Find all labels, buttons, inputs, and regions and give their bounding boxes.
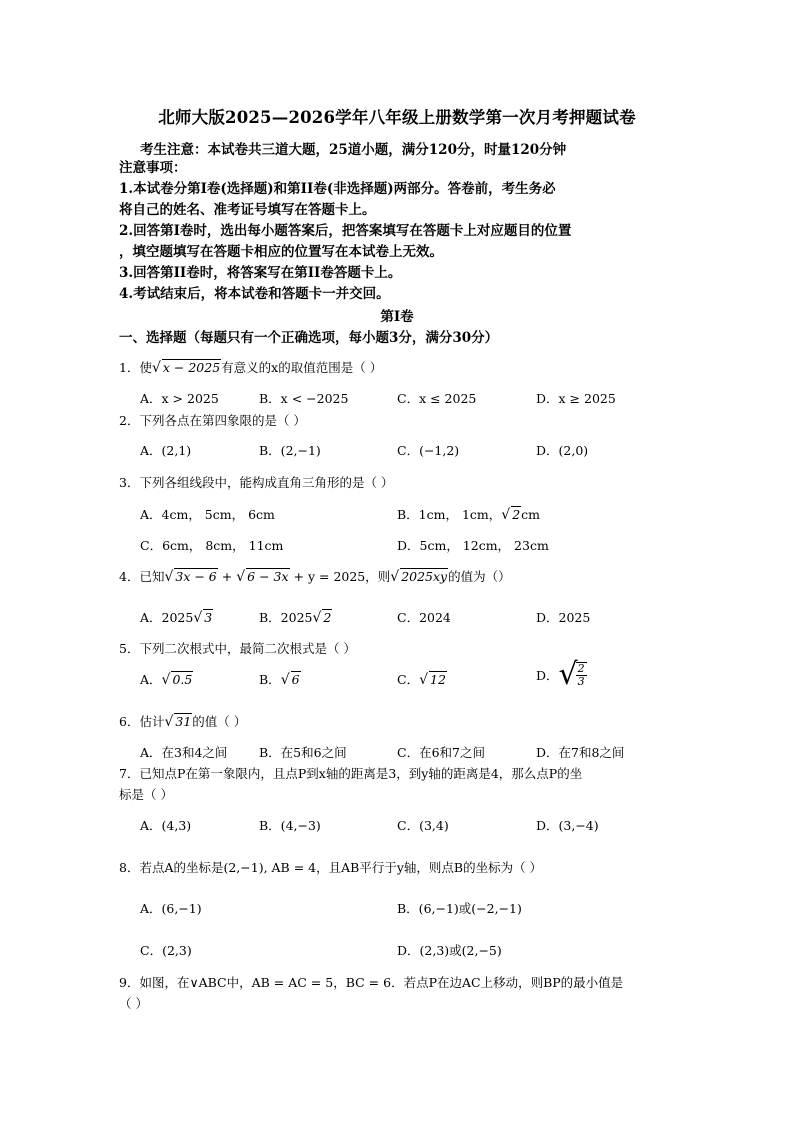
q3-option-d: D．5cm， 12cm， 23cm (397, 538, 549, 553)
instructions-heading: 注意事项： (119, 160, 187, 176)
q5-option-a-rad: 0.5 (172, 672, 193, 687)
q6-option-a: A．在3和4之间 (140, 745, 228, 760)
question-7-line-2: 标是（ ） (119, 787, 173, 802)
instruction-line: 3.回答第II卷时，将答案写在第II卷答题卡上。 (119, 265, 402, 281)
q4-option-a-rad: 3 (204, 610, 213, 625)
q5-option-b-label: B． (259, 672, 281, 687)
q4-suffix: 的值为（） (448, 569, 511, 584)
q4-option-c: C．2024 (397, 610, 451, 625)
q2-option-c: C．(−1,2) (397, 443, 460, 458)
radical-sign: √ (161, 672, 171, 688)
instruction-line: ，填空题填写在答题卡相应的位置写在本试卷上无效。 (119, 244, 443, 260)
q4-plus: + (221, 569, 233, 584)
q3-option-b-text: B．1cm， 1cm， (397, 507, 502, 522)
q3-option-c: C．6cm， 8cm， 11cm (140, 538, 284, 553)
radical-sign: √ (501, 507, 511, 523)
question-5: 5．下列二次根式中，最简二次根式是（ ） (119, 641, 356, 656)
q8-option-b: B．(6,−1)或(−2,−1) (397, 901, 522, 916)
question-9-line-2: （ ） (119, 996, 148, 1011)
question-3: 3．下列各组线段中，能构成直角三角形的是（ ） (119, 475, 394, 490)
q4-option-d: D．2025 (536, 610, 591, 625)
instructions-block (119, 158, 679, 305)
exam-title: 北师大版2025—2026学年八年级上册数学第一次月考押题试卷 (158, 108, 636, 127)
radical-sign: √ (312, 610, 322, 626)
instruction-line: 将自己的姓名、准考证号填写在答题卡上。 (119, 202, 376, 218)
q4-radicand-2: 6 − 3x (247, 569, 289, 584)
q8-option-d: D．(2,3)或(2,−5) (397, 943, 502, 958)
q2-option-d: D．(2,0) (536, 443, 589, 458)
q5-option-c-rad: 12 (430, 672, 446, 687)
q7-option-b: B．(4,−3) (259, 818, 321, 833)
q1-suffix: 有意义的x的取值范围是（ ） (221, 360, 383, 375)
q7-option-c: C．(3,4) (397, 818, 449, 833)
q3-option-a: A．4cm， 5cm， 6cm (140, 507, 275, 522)
q2-option-a: A．(2,1) (140, 443, 192, 458)
q6-suffix: 的值（ ） (192, 714, 247, 729)
q6-option-c: C．在6和7之间 (397, 745, 485, 760)
radical-sign: √ (280, 672, 290, 688)
question-8: 8．若点A的坐标是(2,−1), AB = 4，且AB平行于y轴，则点B的坐标为（ ） (119, 860, 543, 875)
q4-prefix: 4．已知 (119, 569, 165, 584)
q3-option-b-unit: cm (521, 507, 541, 522)
radical-sign: √ (193, 610, 203, 626)
question-1 (119, 358, 382, 376)
q1-option-b: B．x < −2025 (259, 391, 349, 406)
q1-option-d: D．x ≥ 2025 (536, 391, 616, 406)
q3-option-b-radicand: 2 (512, 507, 521, 522)
instruction-line: 4.考试结束后，将本试卷和答题卡一并交回。 (119, 286, 390, 302)
q4-option-b (259, 608, 332, 626)
radical-sign: √ (151, 360, 161, 376)
instruction-line: 1.本试卷分第Ⅰ卷(选择题)和第II卷(非选择题)两部分。答卷前，考生务必 (119, 181, 556, 197)
radical-sign: √ (390, 569, 400, 585)
q7-option-d: D．(3,−4) (536, 818, 599, 833)
q6-option-d: D．在7和8之间 (536, 745, 625, 760)
radical-sign: √ (558, 657, 578, 692)
q5-option-d-sqrt (558, 657, 587, 692)
q5-option-c-label: C． (397, 672, 420, 687)
q8-option-a: A．(6,−1) (140, 901, 202, 916)
fraction-numerator: 2 (577, 662, 585, 675)
instruction-line: 2.回答第Ⅰ卷时，选出每小题答案后，把答案填写在答题卡上对应题目的位置 (119, 223, 572, 239)
q5-option-d-inner (576, 662, 587, 688)
q5-option-d-label: D． (536, 668, 559, 683)
q5-option-a (140, 670, 193, 688)
q5-option-b-rad: 6 (291, 672, 300, 687)
q1-prefix: 1．使 (119, 360, 152, 375)
radical-sign: √ (164, 569, 174, 585)
q4-option-a-coef: A．2025 (140, 610, 194, 625)
q5-option-a-label: A． (140, 672, 162, 687)
q8-option-c: C．(2,3) (140, 943, 192, 958)
q6-prefix: 6．估计 (119, 714, 165, 729)
question-9-line-1: 9．如图，在∨ABC中，AB = AC = 5，BC = 6．若点P在边AC上移动，则BP的最小值是 (119, 975, 624, 990)
q4-radicand-1: 3x − 6 (175, 569, 217, 584)
q7-option-a: A．(4,3) (140, 818, 192, 833)
section-heading: 一、选择题（每题只有一个正确选项，每小题3分，满分30分） (119, 330, 499, 346)
q3-option-b (397, 505, 540, 523)
q1-option-a: A．x > 2025 (140, 391, 219, 406)
q4-option-b-rad: 2 (323, 610, 332, 625)
q6-radicand: 31 (175, 714, 192, 729)
q5-option-c (397, 670, 447, 688)
fraction-denominator: 3 (577, 675, 585, 688)
q1-radicand: x − 2025 (162, 360, 221, 375)
q6-option-b: B．在5和6之间 (259, 745, 347, 760)
question-7-line-1: 7．已知点P在第一象限内，且点P到x轴的距离是3，到y轴的距离是4，那么点P的坐 (119, 766, 583, 781)
volume-label: 第Ⅰ卷 (380, 309, 414, 325)
q4-option-b-coef: B．2025 (259, 610, 313, 625)
q5-option-b (259, 670, 301, 688)
question-6 (119, 712, 246, 730)
radical-sign: √ (236, 569, 246, 585)
q2-option-b: B．(2,−1) (259, 443, 321, 458)
radical-sign: √ (419, 672, 428, 688)
q5-option-d-fraction (576, 663, 587, 688)
q1-option-c: C．x ≤ 2025 (397, 391, 477, 406)
candidate-notice: 考生注意：本试卷共三道大题，25道小题，满分120分，时量120分钟 (140, 142, 567, 158)
radical-sign: √ (164, 714, 174, 730)
q4-mid: + y = 2025，则 (293, 569, 391, 584)
q5-option-d (536, 657, 587, 692)
question-4 (119, 567, 511, 585)
q4-radicand-3: 2025xy (401, 569, 448, 584)
question-2: 2．下列各点在第四象限的是（ ） (119, 413, 306, 428)
q4-option-a (140, 608, 213, 626)
